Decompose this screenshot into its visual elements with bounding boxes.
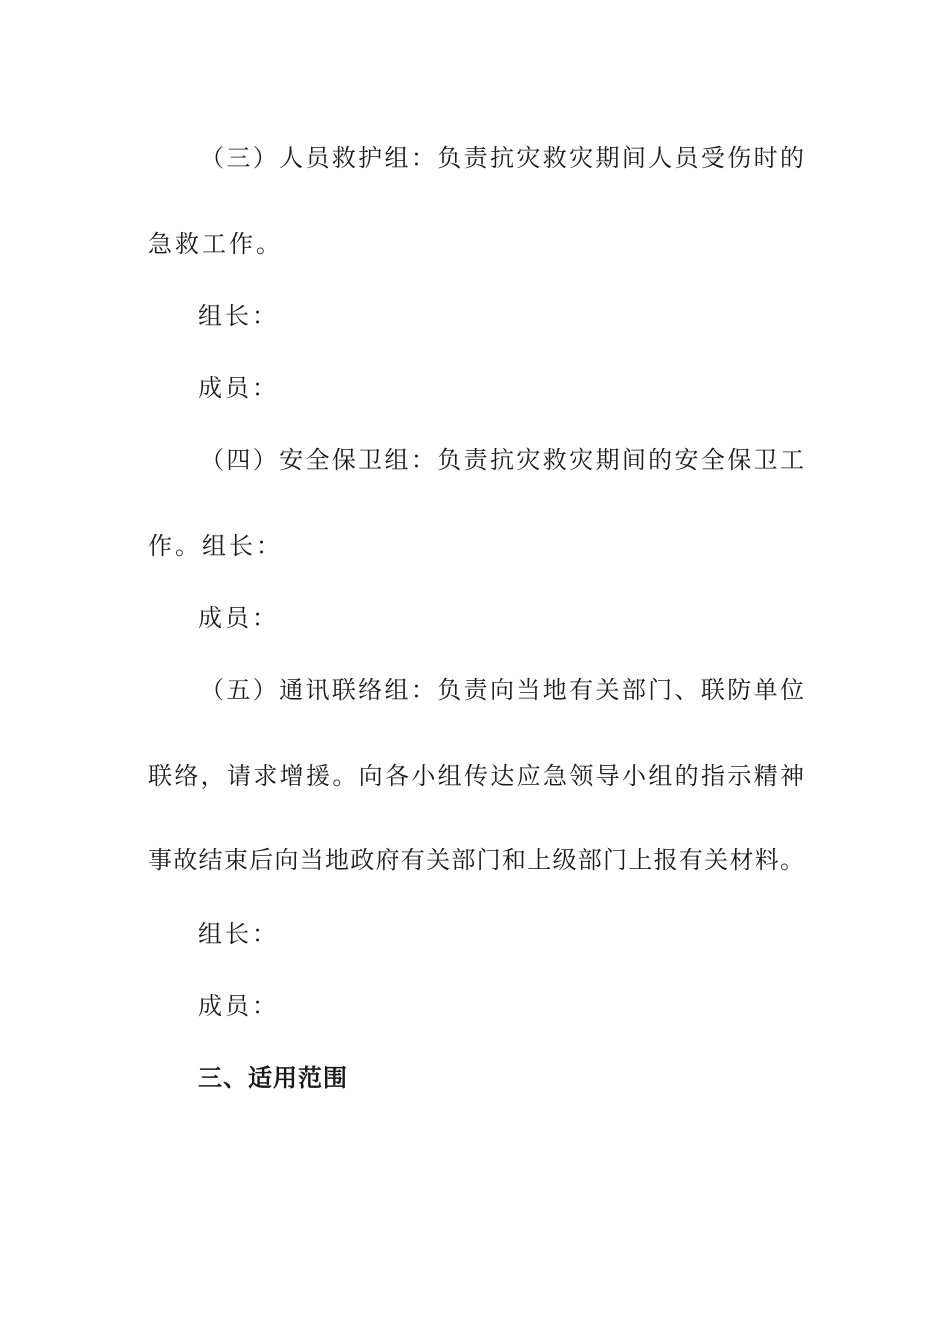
security-group-members-label: 成员： — [198, 604, 279, 632]
paragraph-rescue-group-line-1: （三）人员救护组：负责抗灾救灾期间人员受伤时的 — [200, 144, 804, 172]
communication-group-leader-label: 组长： — [198, 920, 279, 948]
communication-group-members-label: 成员： — [198, 992, 279, 1020]
paragraph-rescue-group-line-2: 急救工作。 — [148, 230, 283, 258]
paragraph-security-group-line-2: 作。组长： — [148, 532, 283, 560]
rescue-group-members-label: 成员： — [198, 374, 279, 402]
section-heading-scope: 三、适用范围 — [198, 1064, 348, 1092]
paragraph-communication-group-line-1: （五）通讯联络组：负责向当地有关部门、联防单位 — [200, 676, 804, 704]
paragraph-communication-group-line-3: 事故结束后向当地政府有关部门和上级部门上报有关材料。 — [148, 846, 804, 874]
rescue-group-leader-label: 组长： — [198, 302, 279, 330]
paragraph-communication-group-line-2: 联络，请求增援。向各小组传达应急领导小组的指示精神 — [148, 762, 804, 790]
paragraph-security-group-line-1: （四）安全保卫组：负责抗灾救灾期间的安全保卫工 — [200, 446, 804, 474]
